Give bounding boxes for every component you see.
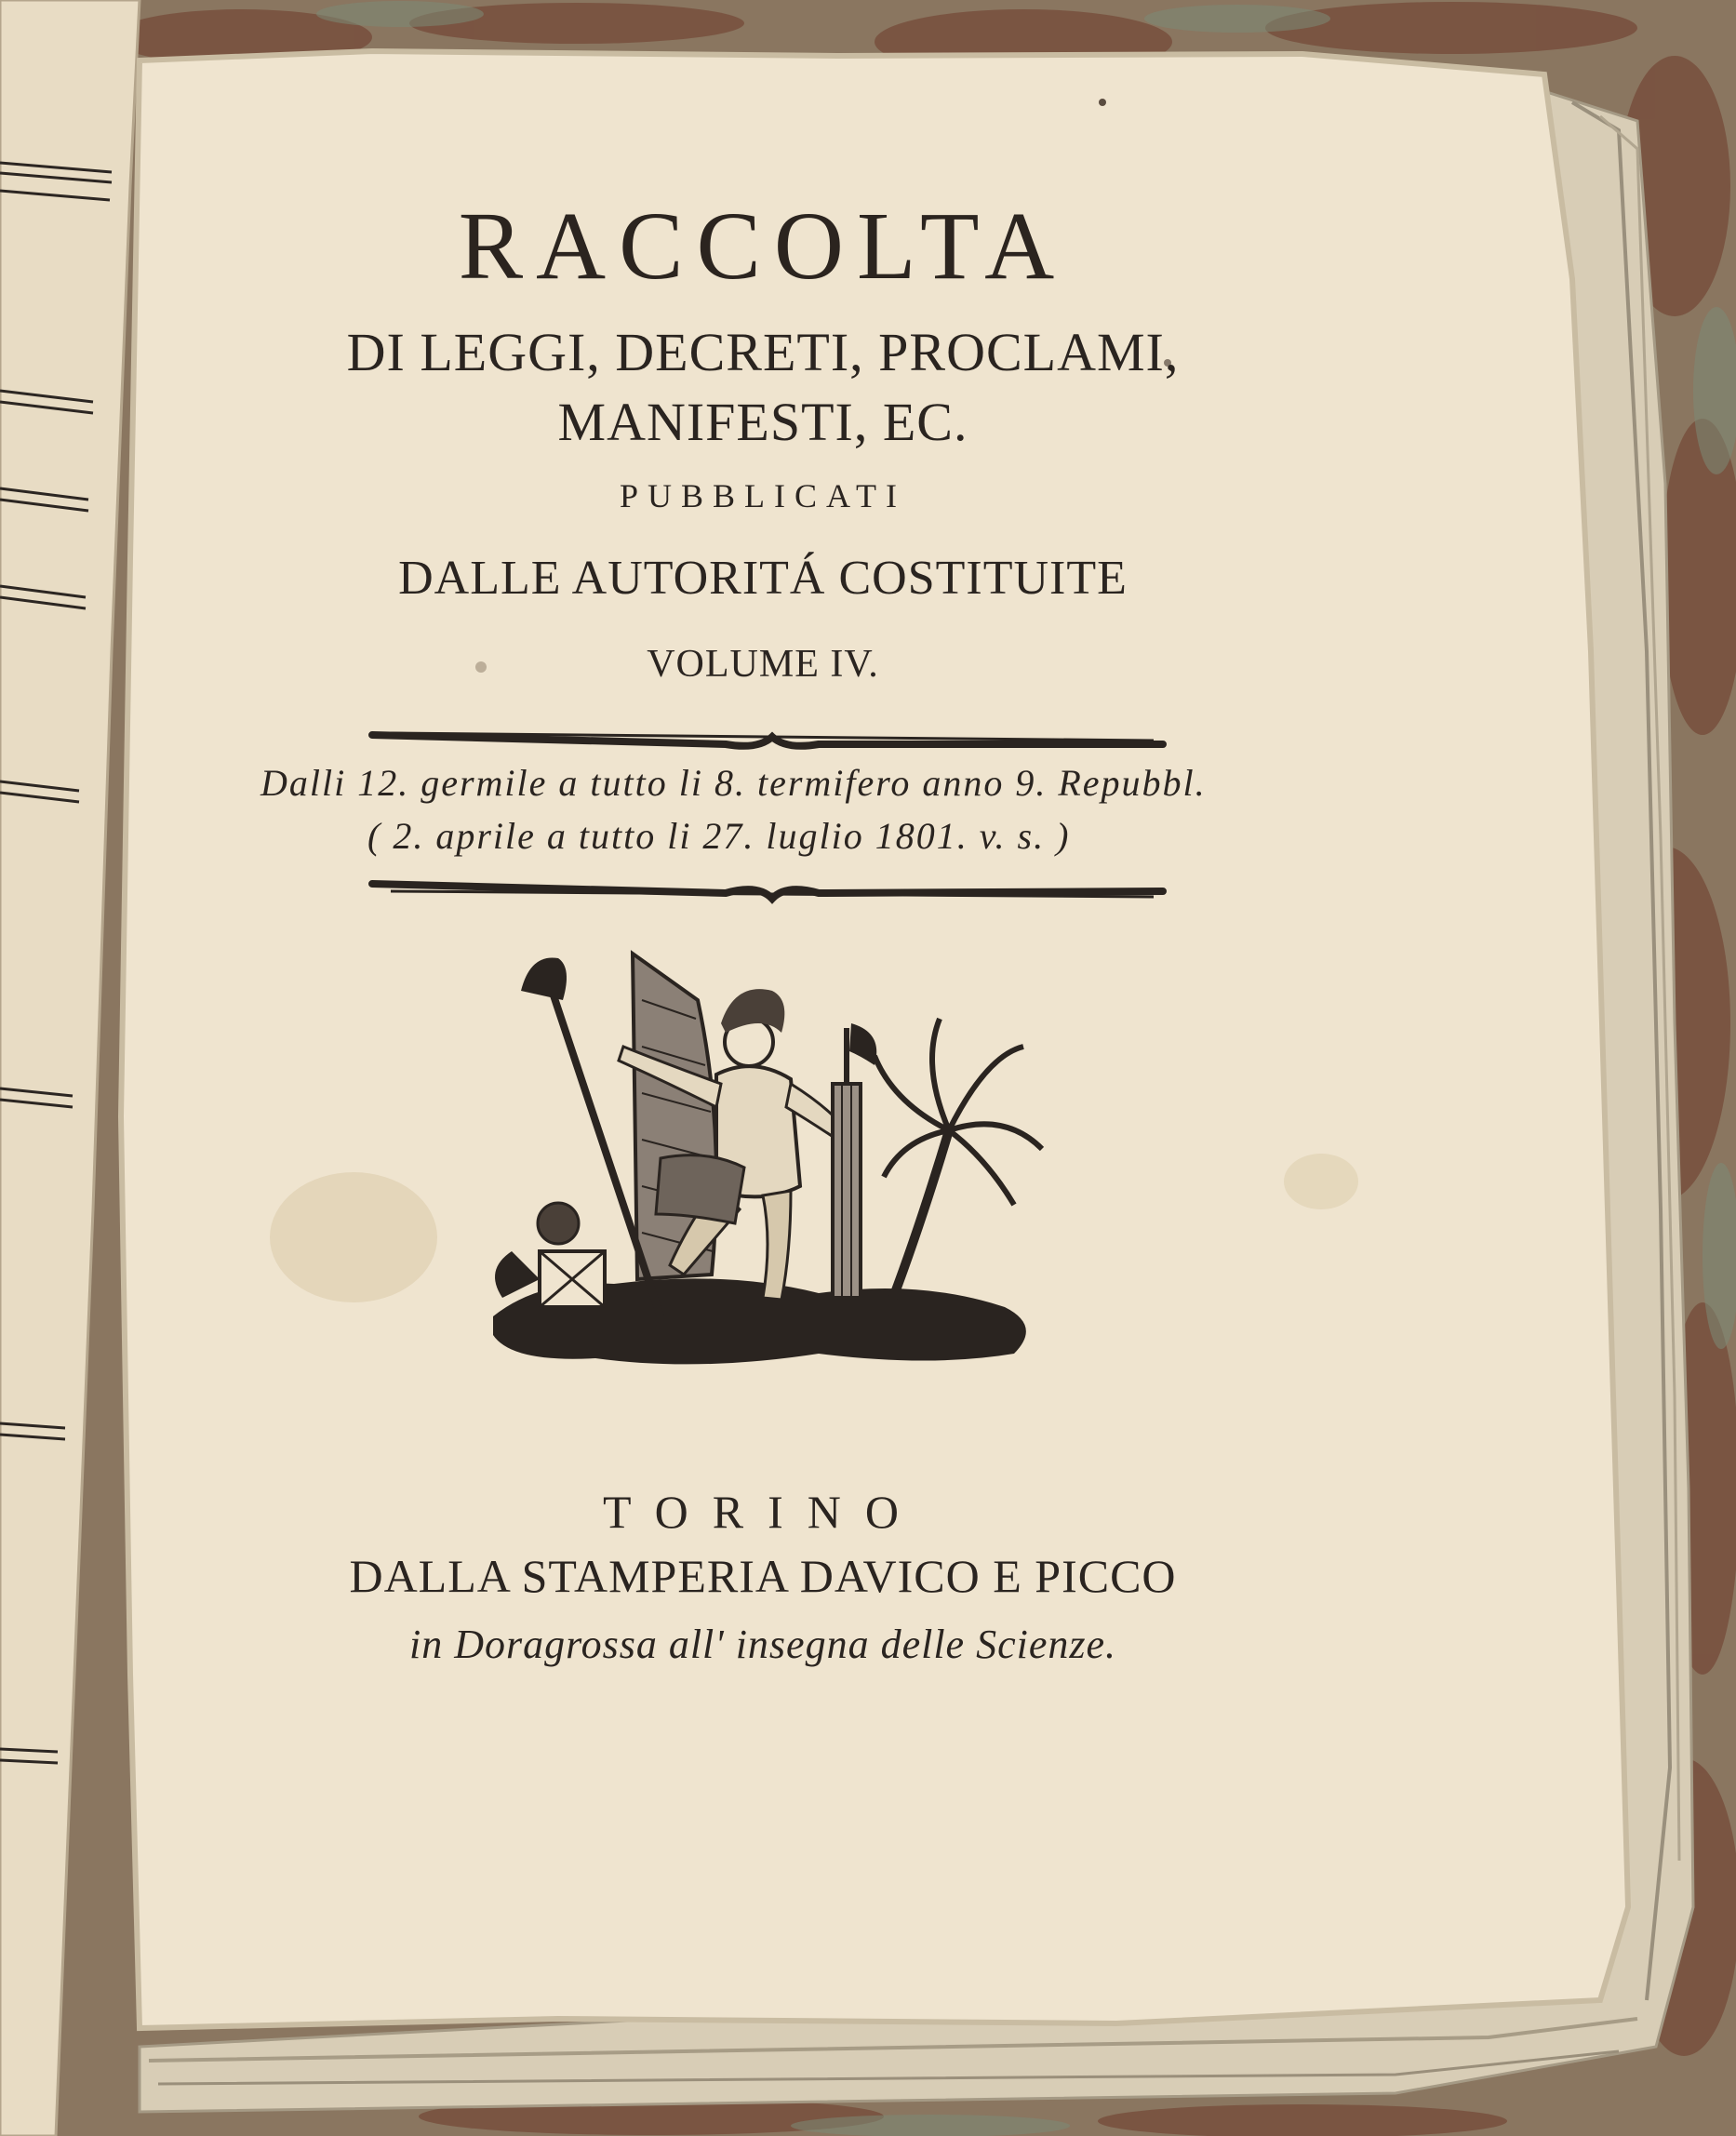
imprint-printer: DALLA STAMPERIA DAVICO E PICCO: [349, 1550, 1177, 1602]
subtitle-line-1: DI LEGGI, DECRETI, PROCLAMI,: [346, 322, 1180, 382]
imprint-address: in Doragrossa all' insegna delle Scienze.: [408, 1622, 1117, 1667]
imprint-city: TORINO: [603, 1486, 923, 1538]
book-title: RACCOLTA: [458, 193, 1068, 300]
subtitle-line-2: MANIFESTI, EC.: [557, 392, 968, 452]
subtitle-line-4: DALLE AUTORITÁ COSTITUITE: [398, 552, 1128, 605]
subtitle-line-3: PUBBLICATI: [619, 477, 907, 514]
volume-label: VOLUME IV.: [647, 643, 879, 686]
date-range-line-2: ( 2. aprile a tutto li 27. luglio 1801. v. s. ): [367, 815, 1071, 857]
date-range-line-1: Dalli 12. germile a tutto li 8. termifero anno 9. Repubbl.: [260, 762, 1207, 804]
